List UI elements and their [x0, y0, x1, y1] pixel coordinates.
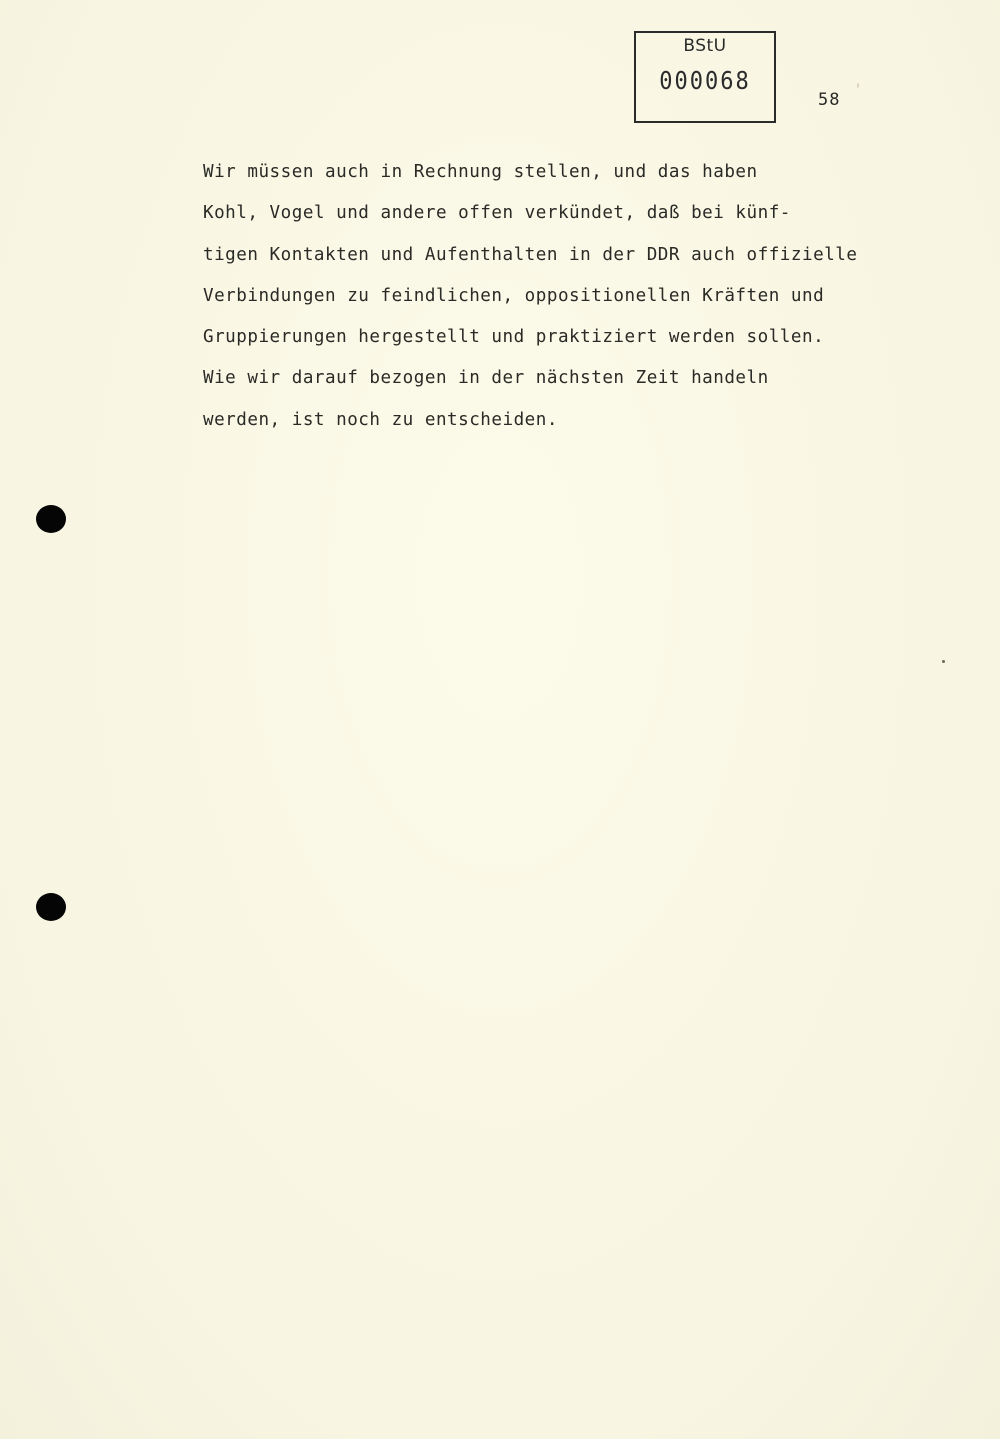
punch-hole-bottom	[36, 893, 66, 921]
paragraph-line: Wir müssen auch in Rechnung stellen, und das haben	[203, 162, 758, 182]
page-number: 58	[818, 90, 841, 110]
paragraph-line: werden, ist noch zu entscheiden.	[203, 409, 558, 430]
punch-hole-top	[36, 505, 66, 533]
paper-speck	[857, 83, 859, 88]
paragraph	[203, 158, 963, 447]
paragraph-line: Kohl, Vogel und andere offen verkündet, daß bei künf-	[203, 203, 791, 224]
paragraph-line: tigen Kontakten und Aufenthalten in der DDR auch offizielle	[203, 244, 858, 265]
stamp-number: 000068	[659, 67, 751, 96]
paragraph-line: Verbindungen zu feindlichen, oppositionellen Kräften und	[203, 285, 825, 306]
paper-speck	[942, 660, 945, 663]
paragraph-line: Wie wir darauf bezogen in der nächsten Zeit handeln	[203, 368, 769, 389]
paragraph-line: Gruppierungen hergestellt und praktiziert werden sollen.	[203, 327, 825, 348]
stamp-label: BStU	[683, 36, 727, 56]
archive-stamp	[634, 31, 776, 123]
